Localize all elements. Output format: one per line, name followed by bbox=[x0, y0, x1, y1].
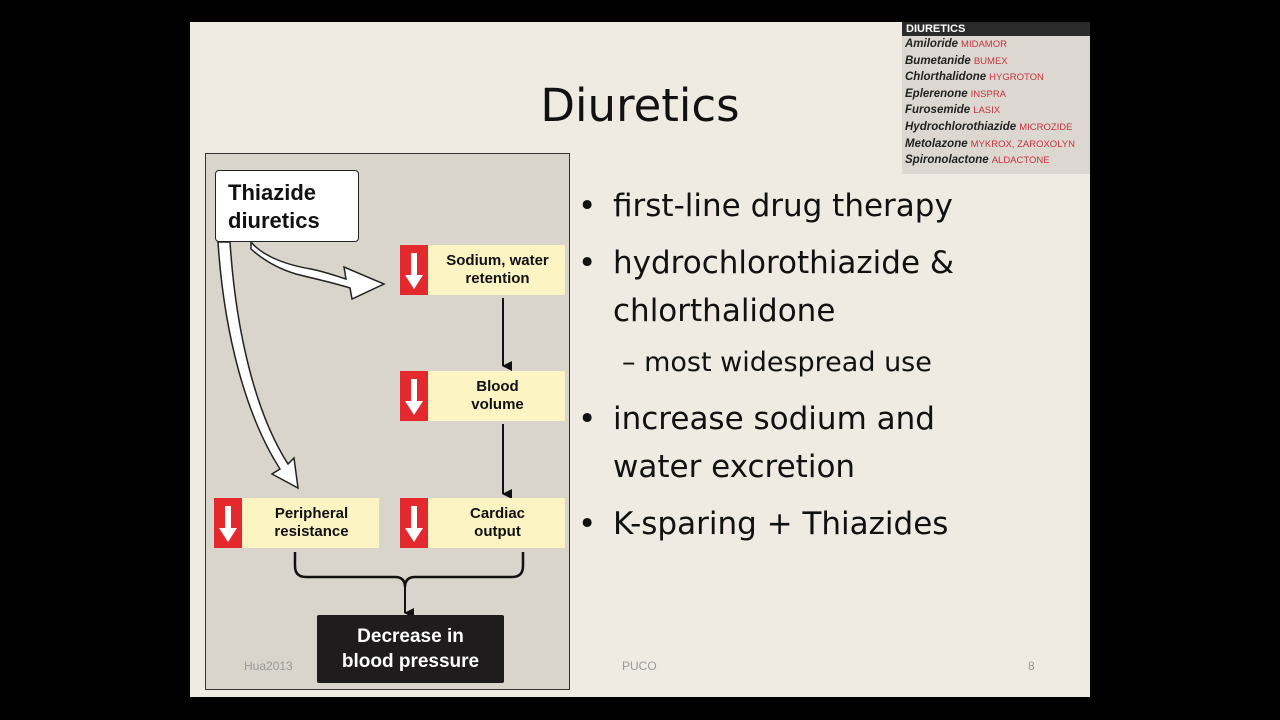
thiazide-diuretics-label: Thiazide diuretics bbox=[215, 170, 359, 242]
bracket-connector bbox=[295, 552, 523, 587]
bullet-dot: • bbox=[578, 188, 597, 224]
down-arrow-icon bbox=[400, 498, 428, 548]
drug-table-header: DIURETICS bbox=[902, 22, 1090, 36]
drug-table-row: Spironolactone ALDACTONE bbox=[905, 154, 1050, 167]
footer-center: PUCO bbox=[622, 659, 657, 673]
box-cardiac-output: Cardiac output bbox=[400, 498, 565, 548]
curved-arrow-to-peripheral bbox=[218, 242, 298, 488]
down-arrow-icon bbox=[400, 245, 428, 295]
drug-table-row: Amiloride MIDAMOR bbox=[905, 38, 1007, 50]
drug-table-row: Furosemide LASIX bbox=[905, 104, 1001, 117]
down-arrow-icon bbox=[400, 371, 428, 421]
curved-arrow-to-sodium bbox=[251, 242, 384, 299]
slide: DIURETICS Amiloride MIDAMOR Bumetanide BUMEX Chlorthalidone HYGROTON Eplerenone INSPRA Furosemide LASIX Hydrochlorothiazide MICROZIDE Metolazone MYKROX, ZAROXOLYN Spironolactone ALDACTONE Diuretics Thiazide diuretics Sodium, water retention Blood volume Cardiac output Peripheral resistance Decrease in blood pressure • first-line drug therapy • hydrochlorothiazide & chlorthalidone – most widespread use • increase sodium and water excretion • K-sparing + Thiazides Hua2013 PUCO 8 bbox=[190, 22, 1090, 697]
drug-table-row: Bumetanide BUMEX bbox=[905, 54, 1008, 67]
drug-table-row: Hydrochlorothiazide MICROZIDE bbox=[905, 120, 1073, 133]
box-peripheral-resistance: Peripheral resistance bbox=[214, 498, 379, 548]
box-blood-volume: Blood volume bbox=[400, 371, 565, 421]
footer-left: Hua2013 bbox=[244, 659, 293, 673]
slide-title: Diuretics bbox=[540, 79, 740, 132]
thiazide-mechanism-figure bbox=[205, 153, 570, 690]
down-arrow-icon bbox=[214, 498, 242, 548]
bullet-dot: • bbox=[578, 245, 597, 281]
drug-table-row: Metolazone MYKROX, ZAROXOLYN bbox=[905, 137, 1075, 150]
bullet-dot: • bbox=[578, 401, 597, 437]
box-sodium-water-retention: Sodium, water retention bbox=[400, 245, 565, 295]
result-decrease-blood-pressure: Decrease in blood pressure bbox=[317, 615, 504, 683]
page-number: 8 bbox=[1028, 659, 1035, 673]
sub-bullet-widespread: – most widespread use bbox=[622, 347, 932, 378]
drug-table-row: Eplerenone INSPRA bbox=[905, 87, 1007, 100]
drug-table-row: Chlorthalidone HYGROTON bbox=[905, 71, 1044, 84]
bullet-dot: • bbox=[578, 506, 597, 542]
